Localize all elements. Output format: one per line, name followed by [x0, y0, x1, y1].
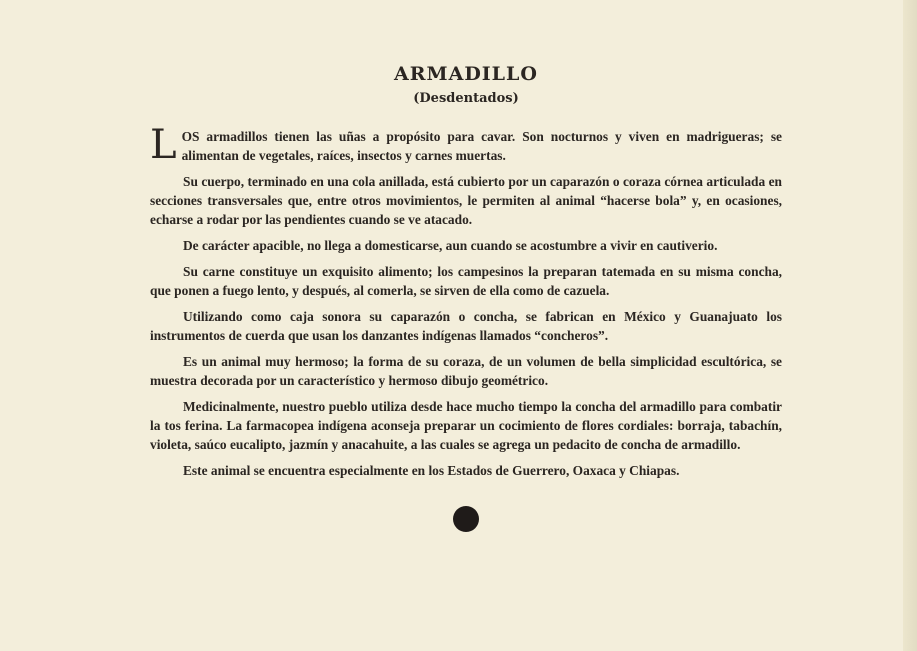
- paragraph-5: Utilizando como caja sonora su caparazón o concha, se fabrican en México y Guanajuato los instrumentos de cuerda que usan los danzantes indígenas llamados “concheros”.: [150, 309, 782, 343]
- page-subtitle: (Desdentados): [413, 91, 519, 106]
- drop-cap: L: [150, 122, 177, 168]
- page-title: ARMADILLO: [394, 63, 538, 85]
- paragraph-1-text: OS armadillos tienen las uñas a propósito para cavar. Son nocturnos y viven en madrigueras; se alimentan de vegetales, raíces, insectos y carnes muertas.: [181, 129, 782, 163]
- paragraph-6: Es un animal muy hermoso; la forma de su coraza, de un volumen de bella simplicidad escultórica, se muestra decorada por un característico y hermoso dibujo geométrico.: [150, 354, 782, 388]
- paragraph-8: Este animal se encuentra especialmente en los Estados de Guerrero, Oaxaca y Chiapas.: [183, 463, 680, 478]
- paragraph-2: Su cuerpo, terminado en una cola anillada, está cubierto por un caparazón o coraza córnea articulada en secciones transversales que, entre otros movimientos, le permiten al animal “hacerse bola” y, en ocasiones, echarse a rodar por las pendientes cuando se ve atacado.: [150, 174, 782, 227]
- page-edge: [903, 0, 917, 651]
- paragraph-3: De carácter apacible, no llega a domesticarse, aun cuando se acostumbre a vivir en cautiverio.: [183, 238, 718, 253]
- paragraph-4: Su carne constituye un exquisito alimento; los campesinos la preparan tatemada en su misma concha, que ponen a fuego lento, y después, al comerla, se sirven de ella como de cazuela.: [150, 264, 782, 298]
- end-bullet-icon: [453, 506, 479, 532]
- paragraph-7: Medicinalmente, nuestro pueblo utiliza desde hace mucho tiempo la concha del armadillo para combatir la tos ferina. La farmacopea indígena aconseja preparar un cocimiento de flores cordiales: borraja, tabachín, violeta, saúco eucalipto, jazmín y anacahuite, a las cuales se agrega un pedacito de concha de armadillo.: [150, 399, 782, 452]
- article: [150, 63, 782, 480]
- paragraph-1: [150, 122, 782, 168]
